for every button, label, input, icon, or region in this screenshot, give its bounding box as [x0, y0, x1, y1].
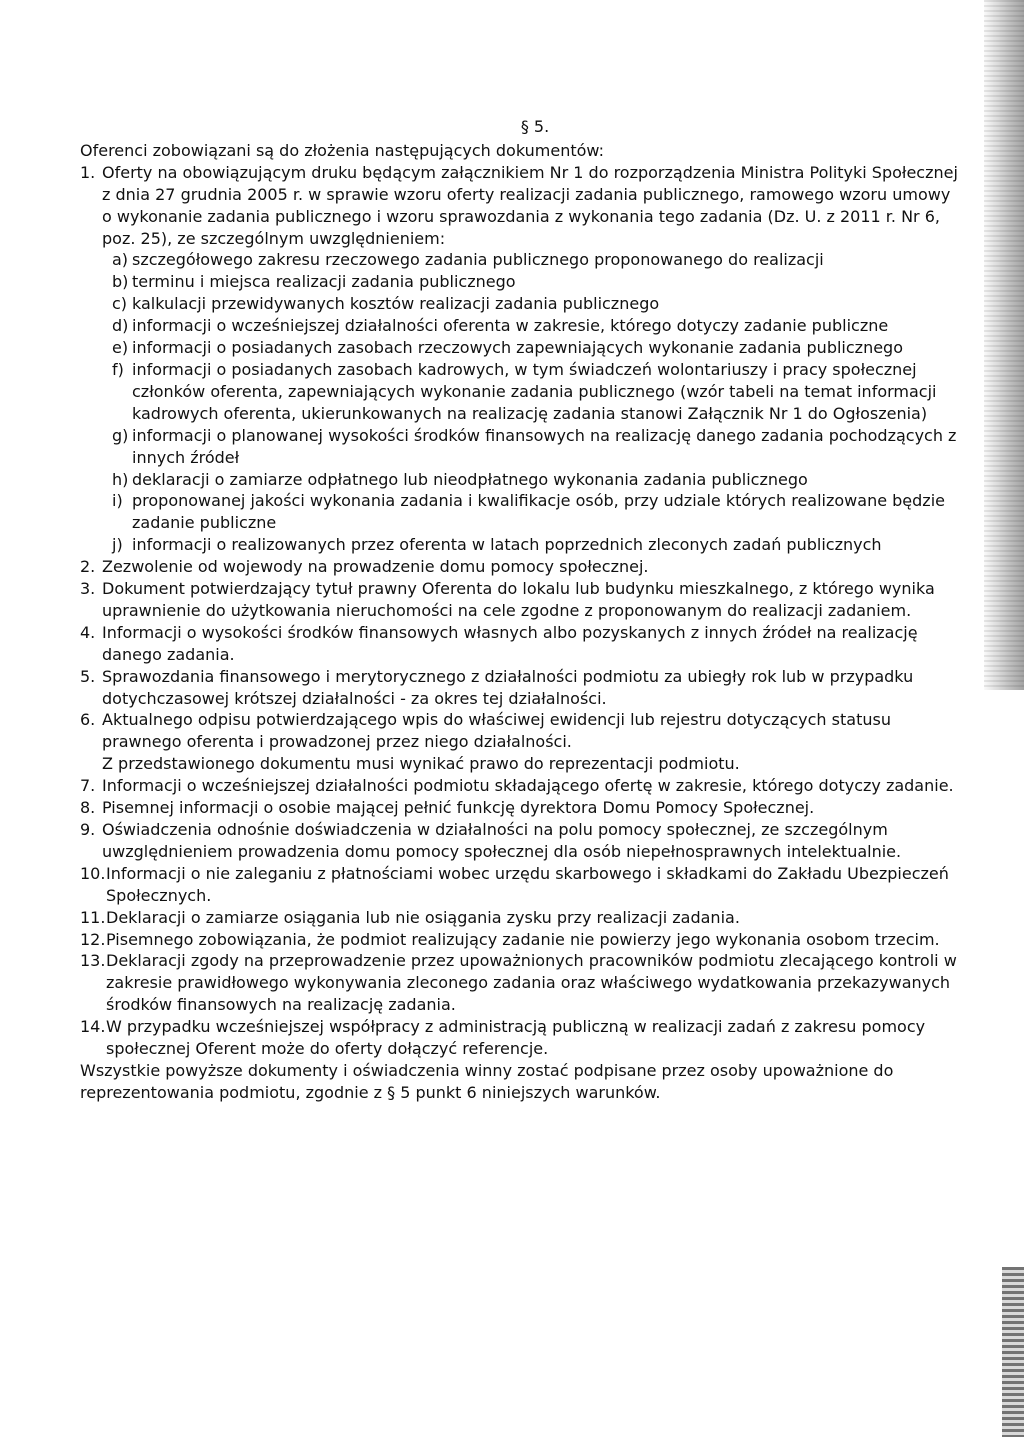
list-item-number: 14. [80, 1017, 106, 1037]
list-item [80, 907, 960, 929]
sub-list-item-letter: d) [112, 316, 129, 336]
sub-list-item [112, 271, 960, 293]
sub-list-item-letter: i) [112, 491, 123, 511]
list-item [80, 797, 960, 819]
list-item-number: 2. [80, 557, 96, 577]
sub-list [102, 249, 960, 556]
section-heading: § 5. [520, 117, 550, 136]
list-item-number: 7. [80, 776, 96, 796]
list-item-text: Deklaracji o zamiarze osiągania lub nie osiągania zysku przy realizacji zadania. [106, 907, 740, 927]
list-item-text: Zezwolenie od wojewody na prowadzenie domu pomocy społecznej. [102, 557, 649, 577]
sub-list-item [112, 425, 960, 469]
list-item-number: 12. [80, 929, 106, 949]
list-item-number: 4. [80, 622, 96, 642]
sub-list-item-letter: j) [112, 535, 123, 555]
list-item [80, 929, 960, 951]
list-item-text: Aktualnego odpisu potwierdzającego wpis do właściwej ewidencji lub rejestru dotyczących statusu prawnego oferenta i prowadzonej przez niego działalności. [102, 710, 891, 752]
sub-list-item-letter: b) [112, 272, 129, 292]
sub-list-item-letter: e) [112, 338, 129, 358]
sub-list-item-text: kalkulacji przewidywanych kosztów realizacji zadania publicznego [132, 294, 660, 314]
sub-list-item-text: informacji o realizowanych przez oferenta w latach poprzednich zleconych zadań publicznych [132, 535, 882, 555]
list-item-text: Deklaracji zgody na przeprowadzenie przez upoważnionych pracowników podmiotu zlecającego kontroli w zakresie prawidłowego wykonywania zleconego zadania oraz właściwego wydatkowania przekazywanych środków finansowych na realizację zadania. [106, 951, 957, 1015]
list-item-text: Informacji o nie zaleganiu z płatnościami wobec urzędu skarbowego i składkami do Zakładu Ubezpieczeń Społecznych. [106, 863, 949, 905]
list-item-number: 13. [80, 951, 106, 971]
sub-list-item-letter: g) [112, 425, 129, 445]
sub-list-item [112, 249, 960, 271]
list-item-text: Informacji o wysokości środków finansowych własnych albo pozyskanych z innych źródeł na realizację danego zadania. [102, 622, 918, 664]
sub-list-item-text: informacji o posiadanych zasobach kadrowych, w tym świadczeń wolontariuszy i pracy społecznej członków oferenta, zapewniających wykonanie zadania publicznego (wzór tabeli na temat informacji kadrowych oferenta, ukierunkowanych na realizację zadania stanowi Załącznik Nr 1 do Ogłoszenia) [132, 359, 937, 423]
list-item-text: W przypadku wcześniejszej współpracy z administracją publiczną w realizacji zadań z zakresu pomocy społecznej Oferent może do oferty dołączyć referencje. [106, 1017, 926, 1059]
list-item-text: Oferty na obowiązującym druku będącym załącznikiem Nr 1 do rozporządzenia Ministra Polityki Społecznej z dnia 27 grudnia 2005 r. w sprawie wzoru oferty realizacji zadania publicznego, ramowego wzoru umowy o wykonanie zadania publicznego i wzoru sprawozdania z wykonania tego zadania (Dz. U. z 2011 r. Nr 6, poz. 25), ze szczególnym uwzględnieniem: [102, 162, 958, 248]
sub-list-item-text: deklaracji o zamiarze odpłatnego lub nieodpłatnego wykonania zadania publicznego [132, 469, 808, 489]
sub-list-item [112, 469, 960, 491]
list-item-number: 8. [80, 798, 96, 818]
sub-list-item-letter: c) [112, 294, 128, 314]
sub-list-item [112, 293, 960, 315]
list-item [80, 622, 960, 666]
sub-list-item [112, 490, 960, 534]
scan-edge-artifact [984, 0, 1024, 690]
sub-list-item-text: informacji o planowanej wysokości środków finansowych na realizację danego zadania pochodzących z innych źródeł [132, 425, 957, 467]
list-item-text: Informacji o wcześniejszej działalności podmiotu składającego ofertę w zakresie, którego dotyczy zadanie. [102, 776, 954, 796]
list-item [80, 578, 960, 622]
scan-edge-artifact-bottom [1002, 1267, 1024, 1437]
intro-text: Oferenci zobowiązani są do złożenia następujących dokumentów: [80, 140, 604, 160]
list-item [80, 1016, 960, 1060]
list-item-text: Sprawozdania finansowego i merytorycznego z działalności podmiotu za ubiegły rok lub w przypadku dotychczasowej krótszej działalności - za okres tej działalności. [102, 666, 914, 708]
sub-list-item-text: proponowanej jakości wykonania zadania i kwalifikacje osób, przy udziale których realizowane będzie zadanie publiczne [132, 491, 945, 533]
list-item [80, 162, 960, 556]
sub-list-item-text: informacji o posiadanych zasobach rzeczowych zapewniających wykonanie zadania publicznego [132, 338, 903, 358]
list-item-note: Z przedstawionego dokumentu musi wynikać prawo do reprezentacji podmiotu. [102, 754, 740, 774]
list-item-number: 3. [80, 579, 96, 599]
closing-paragraph: Wszystkie powyższe dokumenty i oświadczenia winny zostać podpisane przez osoby upoważnione do reprezentowania podmiotu, zgodnie z § 5 punkt 6 niniejszych warunków. [80, 1060, 894, 1102]
list-item-text: Pisemnego zobowiązania, że podmiot realizujący zadanie nie powierzy jego wykonania osobom trzecim. [106, 929, 940, 949]
sub-list-item-text: terminu i miejsca realizacji zadania publicznego [132, 272, 516, 292]
list-item-number: 5. [80, 666, 96, 686]
sub-list-item-text: informacji o wcześniejszej działalności oferenta w zakresie, którego dotyczy zadanie publiczne [132, 316, 889, 336]
sub-list-item-letter: f) [112, 359, 124, 379]
sub-list-item-letter: h) [112, 469, 129, 489]
list-item-text: Pisemnej informacji o osobie mającej pełnić funkcję dyrektora Domu Pomocy Społecznej. [102, 798, 815, 818]
sub-list-item-letter: a) [112, 250, 129, 270]
documents-list [80, 162, 960, 1060]
list-item [80, 556, 960, 578]
list-item-number: 1. [80, 162, 96, 182]
list-item [80, 709, 960, 775]
list-item [80, 863, 960, 907]
sub-list-item [112, 315, 960, 337]
list-item-number: 10. [80, 863, 106, 883]
list-item [80, 775, 960, 797]
sub-list-item [112, 534, 960, 556]
document-body [80, 116, 960, 1104]
list-item-number: 9. [80, 820, 96, 839]
list-item [80, 666, 960, 710]
sub-list-item [112, 359, 960, 425]
list-item-number: 11. [80, 907, 106, 927]
sub-list-item-text: szczegółowego zakresu rzeczowego zadania publicznego proponowanego do realizacji [132, 250, 824, 270]
sub-list-item [112, 337, 960, 359]
list-item-number: 6. [80, 710, 96, 730]
list-item [80, 950, 960, 1016]
list-item [80, 819, 960, 863]
list-item-text: Dokument potwierdzający tytuł prawny Oferenta do lokalu lub budynku mieszkalnego, z którego wynika uprawnienie do użytkowania nieruchomości na cele zgodne z proponowanym do realizacji zadaniem. [102, 579, 935, 620]
list-item-text: Oświadczenia odnośnie doświadczenia w działalności na polu pomocy społecznej, ze szczególnym uwzględnieniem prowadzenia domu pomocy społecznej dla osób niepełnosprawnych intelektualnie. [102, 820, 902, 861]
